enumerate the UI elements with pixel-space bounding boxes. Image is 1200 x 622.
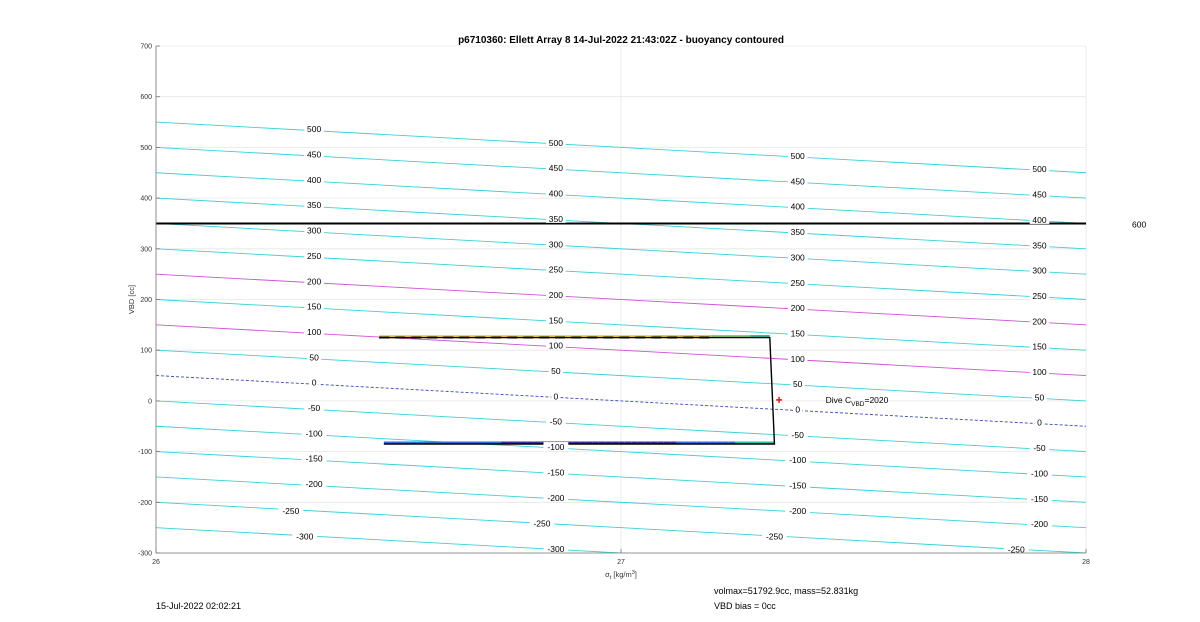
contour-label: -50 — [791, 429, 804, 440]
x-tick-label: 28 — [1082, 559, 1090, 566]
contour-label: 250 — [790, 277, 805, 288]
contour-label: -250 — [533, 518, 551, 529]
contour-label: 250 — [548, 264, 563, 275]
contour-label: 300 — [548, 239, 563, 250]
contour-label: 200 — [790, 303, 805, 314]
xlabel-close: ] — [634, 570, 637, 579]
contour-label: -150 — [789, 480, 807, 491]
contour-label: 250 — [307, 250, 322, 261]
contour-label: -50 — [307, 403, 321, 414]
contour-label: 350 — [1032, 240, 1047, 251]
y-tick-label: 400 — [140, 195, 152, 203]
contour-label: 100 — [548, 340, 563, 351]
contour-label: 200 — [307, 276, 322, 287]
y-tick-label: 300 — [140, 246, 152, 254]
contour-label: 150 — [790, 328, 805, 339]
contour-label: -200 — [547, 492, 565, 503]
chart-title: p6710360: Ellett Array 8 14-Jul-2022 21:43:02Z - buoyancy contoured — [458, 35, 784, 46]
contour-label: 150 — [1032, 341, 1047, 352]
contour-label: -100 — [789, 455, 807, 466]
contour-label: 450 — [548, 163, 563, 174]
contour-label: 0 — [795, 404, 801, 415]
contour-label: 200 — [1032, 316, 1047, 327]
xlabel-symbol: σ — [605, 570, 610, 579]
xlabel-unit: [kg/m — [611, 570, 632, 579]
x-axis-label — [605, 570, 637, 581]
vbd-limit-label: 600 — [1132, 219, 1147, 230]
annotation-suffix: =2020 — [864, 394, 889, 405]
contour-label: 300 — [307, 225, 322, 236]
y-tick-label: 0 — [148, 398, 152, 406]
contour-label: -100 — [305, 428, 323, 439]
contour-label: 500 — [1032, 164, 1047, 175]
contour-label: 150 — [548, 315, 563, 326]
contour-label: 500 — [548, 137, 563, 148]
contour-label: 450 — [307, 149, 322, 160]
contour-label: 50 — [551, 366, 561, 377]
contour-label: 500 — [307, 124, 322, 135]
y-tick-label: 100 — [140, 347, 152, 355]
contour-label: 300 — [1032, 265, 1047, 276]
y-tick-label: -100 — [137, 449, 152, 457]
contour-label: 450 — [790, 176, 805, 187]
contour-label: 0 — [553, 391, 559, 402]
x-tick-label: 27 — [617, 559, 625, 566]
contour-label: 300 — [790, 252, 805, 263]
contour-label: -300 — [547, 543, 565, 554]
contour-label: -250 — [1007, 544, 1025, 555]
contour-label: -200 — [789, 505, 807, 516]
contour-label: 400 — [548, 188, 563, 199]
contour-label: -200 — [1030, 519, 1049, 530]
contour-label: 100 — [790, 353, 805, 364]
contour-label: 350 — [307, 200, 322, 211]
contour-label: 0 — [1037, 417, 1042, 428]
y-tick-label: 600 — [140, 94, 152, 102]
footer-volmax-mass: volmax=51792.9cc, mass=52.831kg — [714, 586, 859, 596]
contour-label: 100 — [1032, 367, 1047, 378]
contour-label: -200 — [305, 479, 323, 490]
contour-label: 500 — [790, 151, 805, 162]
contour-label: 400 — [790, 201, 805, 212]
xlabel-sup: 3 — [631, 570, 635, 576]
footer-timestamp: 15-Jul-2022 02:02:21 — [156, 601, 242, 611]
y-tick-label: 200 — [140, 297, 152, 304]
footer-vbd-bias: VBD bias = 0cc — [714, 601, 776, 611]
contour-label: -300 — [296, 531, 314, 542]
contour-label: 50 — [792, 379, 803, 390]
contour-label: 0 — [311, 377, 317, 388]
annotation-prefix: Dive C — [825, 394, 852, 405]
contour-label: -100 — [1030, 468, 1049, 479]
x-tick-label: 26 — [152, 559, 160, 566]
contour-label: 50 — [309, 352, 319, 363]
contour-label: 350 — [548, 213, 563, 224]
contour-label: 200 — [548, 289, 563, 300]
contour-label: -50 — [1033, 443, 1046, 454]
y-axis-label: VBD [cc] — [127, 284, 136, 315]
y-tick-label: 500 — [140, 144, 152, 152]
contour-label: 400 — [307, 174, 322, 185]
contour-label: -150 — [1030, 493, 1049, 504]
xlabel-sub: t — [609, 575, 612, 581]
contour-label: -50 — [549, 416, 563, 427]
contour-label: 350 — [790, 227, 805, 238]
contour-label: -150 — [547, 467, 565, 478]
contour-label: 150 — [307, 301, 322, 312]
contour-label: 400 — [1032, 214, 1047, 225]
contour-label: -150 — [305, 453, 323, 464]
contour-label: 100 — [307, 326, 322, 337]
contour-label: 50 — [1034, 392, 1045, 403]
contour-label: 450 — [1032, 189, 1047, 200]
contour-label: 250 — [1032, 290, 1047, 301]
y-tick-label: -300 — [137, 550, 152, 558]
contour-label: -100 — [547, 442, 565, 453]
y-tick-label: -200 — [137, 499, 152, 507]
y-tick-label: 700 — [140, 43, 152, 51]
contour-label: -250 — [282, 505, 300, 516]
annotation-sub: VBD — [851, 400, 865, 408]
contour-label: -250 — [765, 531, 783, 542]
